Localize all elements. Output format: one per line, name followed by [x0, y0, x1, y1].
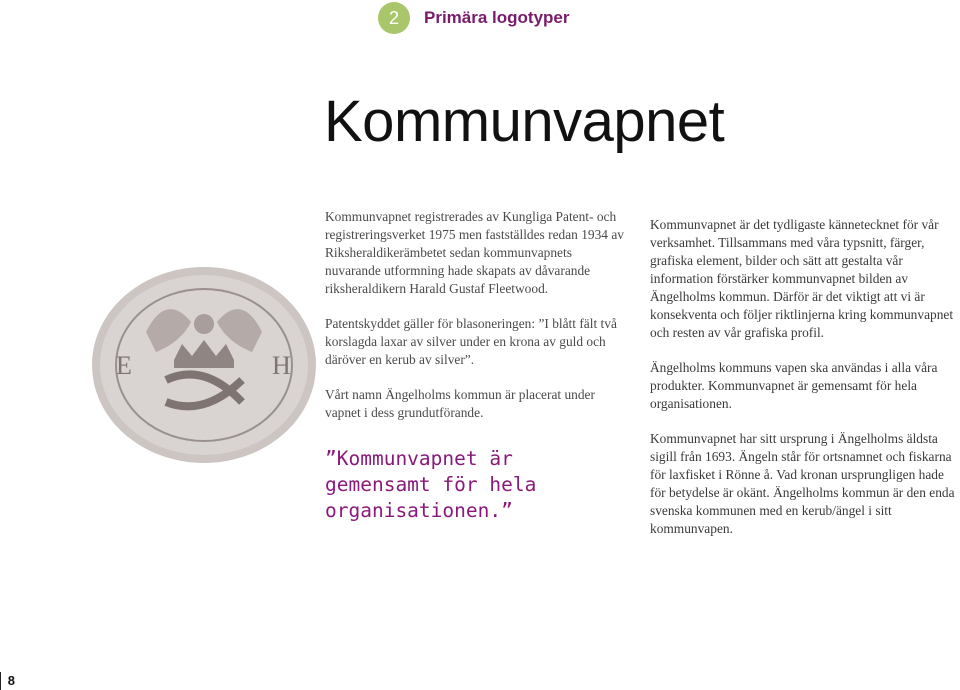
left-column: [325, 208, 625, 524]
right-paragraph: Kommunvapnet har sitt ursprung i Ängelholms äldsta sigill från 1693. Ängeln står för ortsnamnet och fiskarna för laxfisket i Rönne å. Vad kronan ursprungligen hade för betydelse är okänt. Ängelholms kommun är den enda svenska kommunen med en kerub/ängel i sitt kommunvapen.: [650, 431, 955, 536]
page-title: Kommunvapnet: [324, 89, 725, 154]
left-paragraph: Kommunvapnet registrerades av Kungliga Patent- och registreringsverket 1975 men fastställdes redan 1934 av Riksheraldikerämbetet sedan kommunvapnets nuvarande utformning hade skapats av dåvarande riksheraldikern Harald Gustaf Fleetwood.: [325, 209, 624, 296]
seal-letter-e: E: [116, 351, 132, 380]
left-paragraph: Patentskyddet gäller för blasoneringen: ”I blått fält två korslagda laxar av silver under en krona av guld och däröver en kerub av silver”.: [325, 316, 617, 367]
pull-quote: ”Kommunvapnet är gemensamt för hela organisationen.”: [325, 447, 537, 522]
right-paragraph: Ängelholms kommuns vapen ska användas i alla våra produkter. Kommunvapnet är gemensamt för hela organisationen.: [650, 360, 938, 411]
historical-seal-image: [86, 262, 318, 468]
seal-letter-h: H: [272, 351, 291, 380]
left-paragraph: Vårt namn Ängelholms kommun är placerat under vapnet i dess grundutförande.: [325, 387, 595, 420]
section-title: Primära logotyper: [424, 8, 570, 27]
right-paragraph: Kommunvapnet är det tydligaste kännetecknet för vår verksamhet. Tillsammans med våra typsnitt, färger, grafiska element, bilder och sätt att gestalta vår information förstärker kommunvapnet bilden av Ängelholms kommun. Därför är det viktigt att vi är konsekventa och följer riktlinjerna kring kommunvapnet och resten av vår grafiska profil.: [650, 217, 954, 340]
right-column: [650, 216, 960, 555]
page-number: 8: [0, 672, 15, 690]
section-number-badge: 2: [378, 2, 410, 34]
